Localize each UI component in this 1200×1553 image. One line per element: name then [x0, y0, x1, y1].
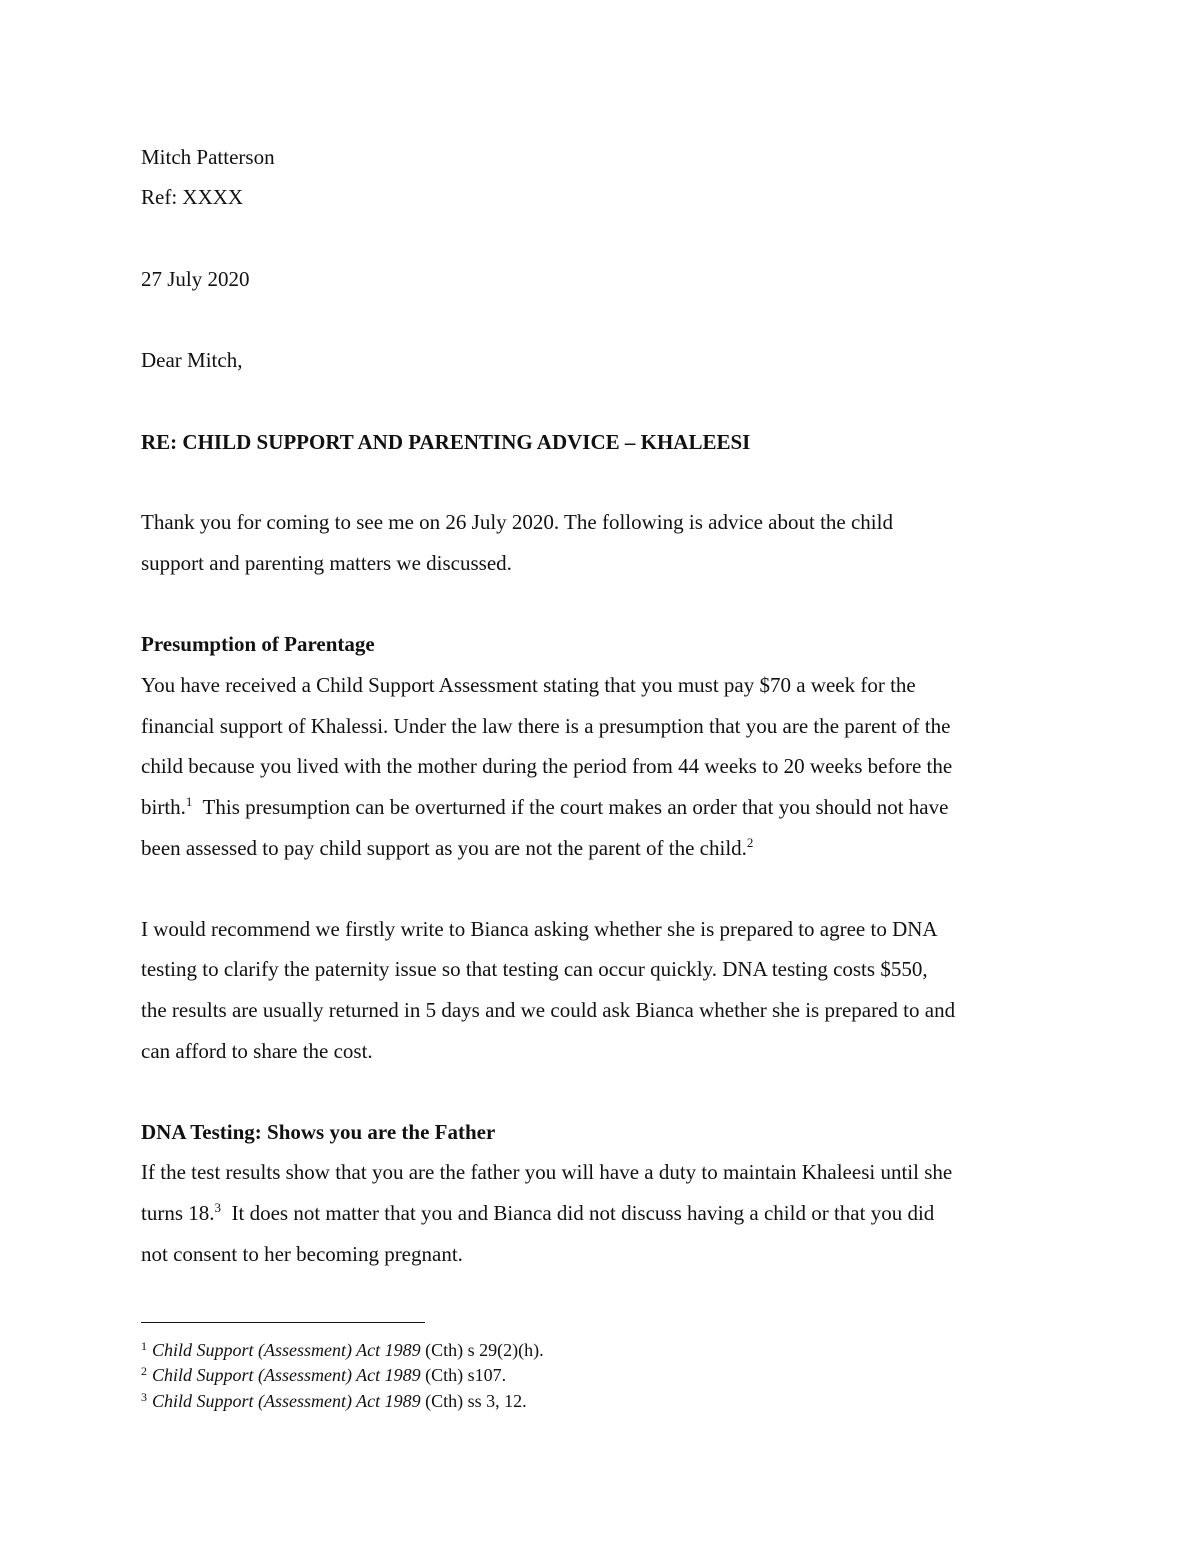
body-line: If the test results show that you are the father you will have a duty to maintain Khaleesi until she	[141, 1160, 953, 1184]
body-line	[141, 795, 948, 819]
body-line	[141, 1201, 934, 1225]
body-text: turns 18.	[141, 1201, 215, 1225]
footnote-text: (Cth) s 29(2)(h).	[420, 1340, 544, 1360]
intro-line: support and parenting matters we discussed.	[141, 551, 512, 575]
footnote-divider	[141, 1322, 425, 1323]
body-text: It does not matter that you and Bianca did not discuss having a child or that you did	[221, 1201, 935, 1225]
reference-line: Ref: XXXX	[141, 185, 244, 209]
footnote	[141, 1364, 506, 1386]
body-line: I would recommend we firstly write to Bianca asking whether she is prepared to agree to DNA	[141, 917, 938, 941]
footnote-mark: 1	[185, 794, 193, 809]
footnote-title: Child Support (Assessment) Act 1989	[152, 1391, 421, 1411]
body-line: not consent to her becoming pregnant.	[141, 1242, 463, 1266]
body-line: the results are usually returned in 5 days and we could ask Bianca whether she is prepared to and	[141, 998, 956, 1022]
recipient-name: Mitch Patterson	[141, 145, 275, 169]
body-text: been assessed to pay child support as you are not the parent of the child.	[141, 836, 747, 860]
body-line: testing to clarify the paternity issue so that testing can occur quickly. DNA testing costs $550,	[141, 957, 928, 981]
footnote-title: Child Support (Assessment) Act 1989	[152, 1340, 421, 1360]
footnote-text: (Cth) s107.	[420, 1365, 507, 1385]
section-heading: Presumption of Parentage	[141, 632, 375, 656]
body-text: This presumption can be overturned if the court makes an order that you should not have	[192, 795, 949, 819]
body-line: can afford to share the cost.	[141, 1039, 373, 1063]
footnote	[141, 1339, 544, 1361]
body-line: financial support of Khalessi. Under the law there is a presumption that you are the parent of the	[141, 714, 951, 738]
body-line	[141, 836, 753, 860]
letter-date: 27 July 2020	[141, 267, 250, 291]
footnote-mark: 2	[746, 835, 754, 850]
salutation: Dear Mitch,	[141, 348, 243, 372]
body-line: child because you lived with the mother during the period from 44 weeks to 20 weeks before the	[141, 754, 953, 778]
footnote-number: 2	[141, 1364, 147, 1378]
footnote-text: (Cth) ss 3, 12.	[420, 1391, 527, 1411]
footnote-number: 3	[141, 1390, 147, 1404]
subject-heading: RE: CHILD SUPPORT AND PARENTING ADVICE – KHALEESI	[141, 430, 751, 454]
body-line: You have received a Child Support Assessment stating that you must pay $70 a week for the	[141, 673, 916, 697]
footnote	[141, 1390, 527, 1412]
body-text: birth.	[141, 795, 186, 819]
section-heading: DNA Testing: Shows you are the Father	[141, 1120, 496, 1144]
footnote-mark: 3	[214, 1200, 221, 1215]
footnote-title: Child Support (Assessment) Act 1989	[152, 1365, 421, 1385]
footnote-number: 1	[141, 1339, 147, 1353]
intro-line: Thank you for coming to see me on 26 July 2020. The following is advice about the child	[141, 510, 893, 534]
